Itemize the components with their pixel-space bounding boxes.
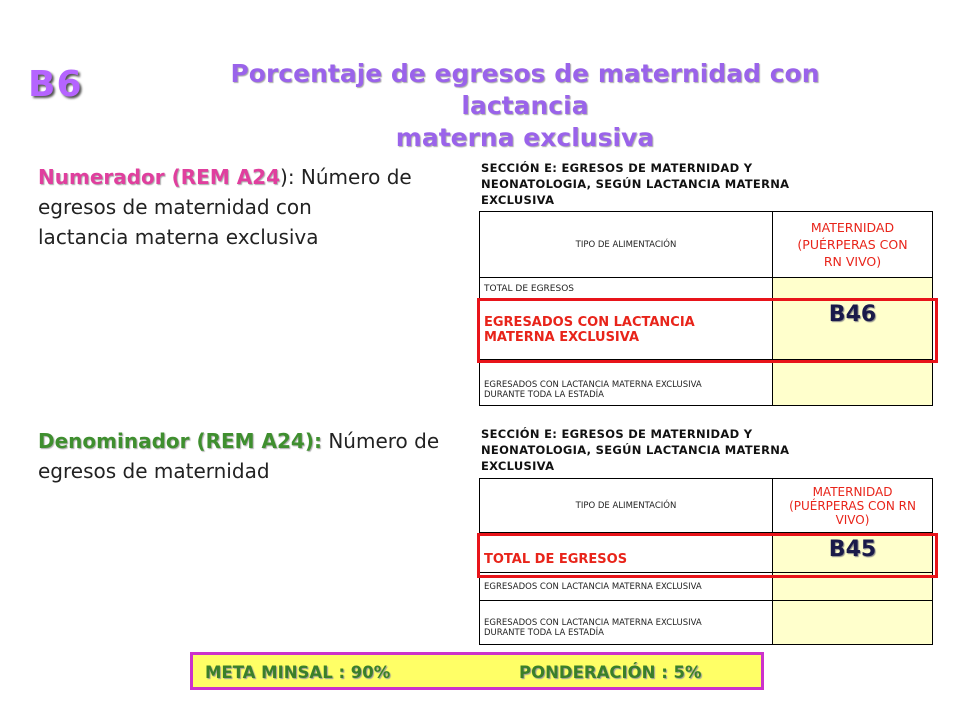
- bottom-col2-header-line1: MATERNIDAD: [812, 484, 893, 499]
- bottom-col2-header-line3: VIVO): [835, 512, 870, 527]
- bottom-col2-header-line2: (PUÉRPERAS CON RN: [789, 498, 916, 513]
- top-col2-header-line2: (PUÉRPERAS CON: [797, 237, 908, 252]
- numerator-text-3: lactancia materna exclusiva: [38, 225, 319, 249]
- top-table-row-full-stay: [480, 360, 933, 406]
- bottom-col2-header: [773, 479, 933, 533]
- denominator-text-1: Número de: [321, 429, 440, 453]
- top-row-full-stay-label: [480, 360, 773, 406]
- bottom-row-total-label: TOTAL DE EGRESOS: [484, 552, 628, 567]
- bottom-section-title: [481, 426, 901, 474]
- top-col1-header: TIPO DE ALIMENTACIÓN: [480, 212, 773, 278]
- bottom-row-full-stay-value: [773, 601, 933, 645]
- top-row-full-stay-value: [773, 360, 933, 406]
- goal-banner: [190, 652, 764, 690]
- top-section-title-line2: NEONATOLOGIA, SEGÚN LACTANCIA MATERNA: [481, 177, 790, 191]
- numerator-text-1: ): Número de: [280, 165, 412, 189]
- top-highlight-box: [477, 298, 938, 363]
- bottom-col1-header: TIPO DE ALIMENTACIÓN: [480, 479, 773, 533]
- denominator-label: Denominador (REM A24):: [38, 429, 322, 453]
- meta-minsal-text: META MINSAL : 90%: [205, 663, 391, 682]
- numerator-text-2: egresos de maternidad con: [38, 195, 312, 219]
- numerator-description: [38, 162, 458, 252]
- top-row-total-value: [773, 278, 933, 300]
- top-section-title-line3: EXCLUSIVA: [481, 193, 555, 207]
- top-col2-header: [773, 212, 933, 278]
- indicator-code: B6: [28, 64, 83, 105]
- top-row-exclusive-line1: EGRESADOS CON LACTANCIA: [484, 314, 695, 330]
- top-col2-header-line3: RN VIVO): [823, 254, 882, 269]
- bottom-section-title-line3: EXCLUSIVA: [481, 459, 555, 473]
- denominator-text-2: egresos de maternidad: [38, 459, 270, 483]
- top-row-exclusive-line2: MATERNA EXCLUSIVA: [484, 329, 640, 345]
- top-row-full-stay-line1: EGRESADOS CON LACTANCIA MATERNA EXCLUSIVA: [484, 379, 702, 390]
- denominator-description: [38, 426, 458, 486]
- bottom-row-exclusive-label: EGRESADOS CON LACTANCIA MATERNA EXCLUSIVA: [480, 573, 773, 601]
- slide-title-line2: materna exclusiva: [395, 123, 655, 152]
- numerator-label: Numerador (REM A24: [38, 165, 281, 189]
- bottom-section-title-line1: SECCIÓN E: EGRESOS DE MATERNIDAD Y: [481, 427, 753, 441]
- bottom-row-full-stay-label: [480, 601, 773, 645]
- top-row-full-stay-line2: DURANTE TODA LA ESTADÍA: [484, 389, 604, 400]
- top-table-header-row: [480, 212, 933, 278]
- top-section-title-line1: SECCIÓN E: EGRESOS DE MATERNIDAD Y: [481, 161, 753, 175]
- bottom-row-total-value: B45: [828, 537, 877, 562]
- top-row-exclusive-value: B46: [828, 302, 877, 327]
- slide-title: [170, 58, 880, 154]
- bottom-table-row-full-stay: [480, 601, 933, 645]
- bottom-row-full-stay-line1: EGRESADOS CON LACTANCIA MATERNA EXCLUSIVA: [484, 617, 702, 628]
- bottom-highlight-box: [477, 533, 938, 578]
- slide-title-line1: Porcentaje de egresos de maternidad con lactancia: [230, 59, 820, 120]
- top-col2-header-line1: MATERNIDAD: [810, 220, 895, 235]
- bottom-table-header-row: [480, 479, 933, 533]
- top-section-title: [481, 160, 901, 208]
- top-row-total-label: TOTAL DE EGRESOS: [480, 278, 773, 300]
- ponderacion-text: PONDERACIÓN : 5%: [519, 663, 702, 682]
- bottom-section-title-line2: NEONATOLOGIA, SEGÚN LACTANCIA MATERNA: [481, 443, 790, 457]
- bottom-row-full-stay-line2: DURANTE TODA LA ESTADÍA: [484, 627, 604, 638]
- top-table-row-total: [480, 278, 933, 300]
